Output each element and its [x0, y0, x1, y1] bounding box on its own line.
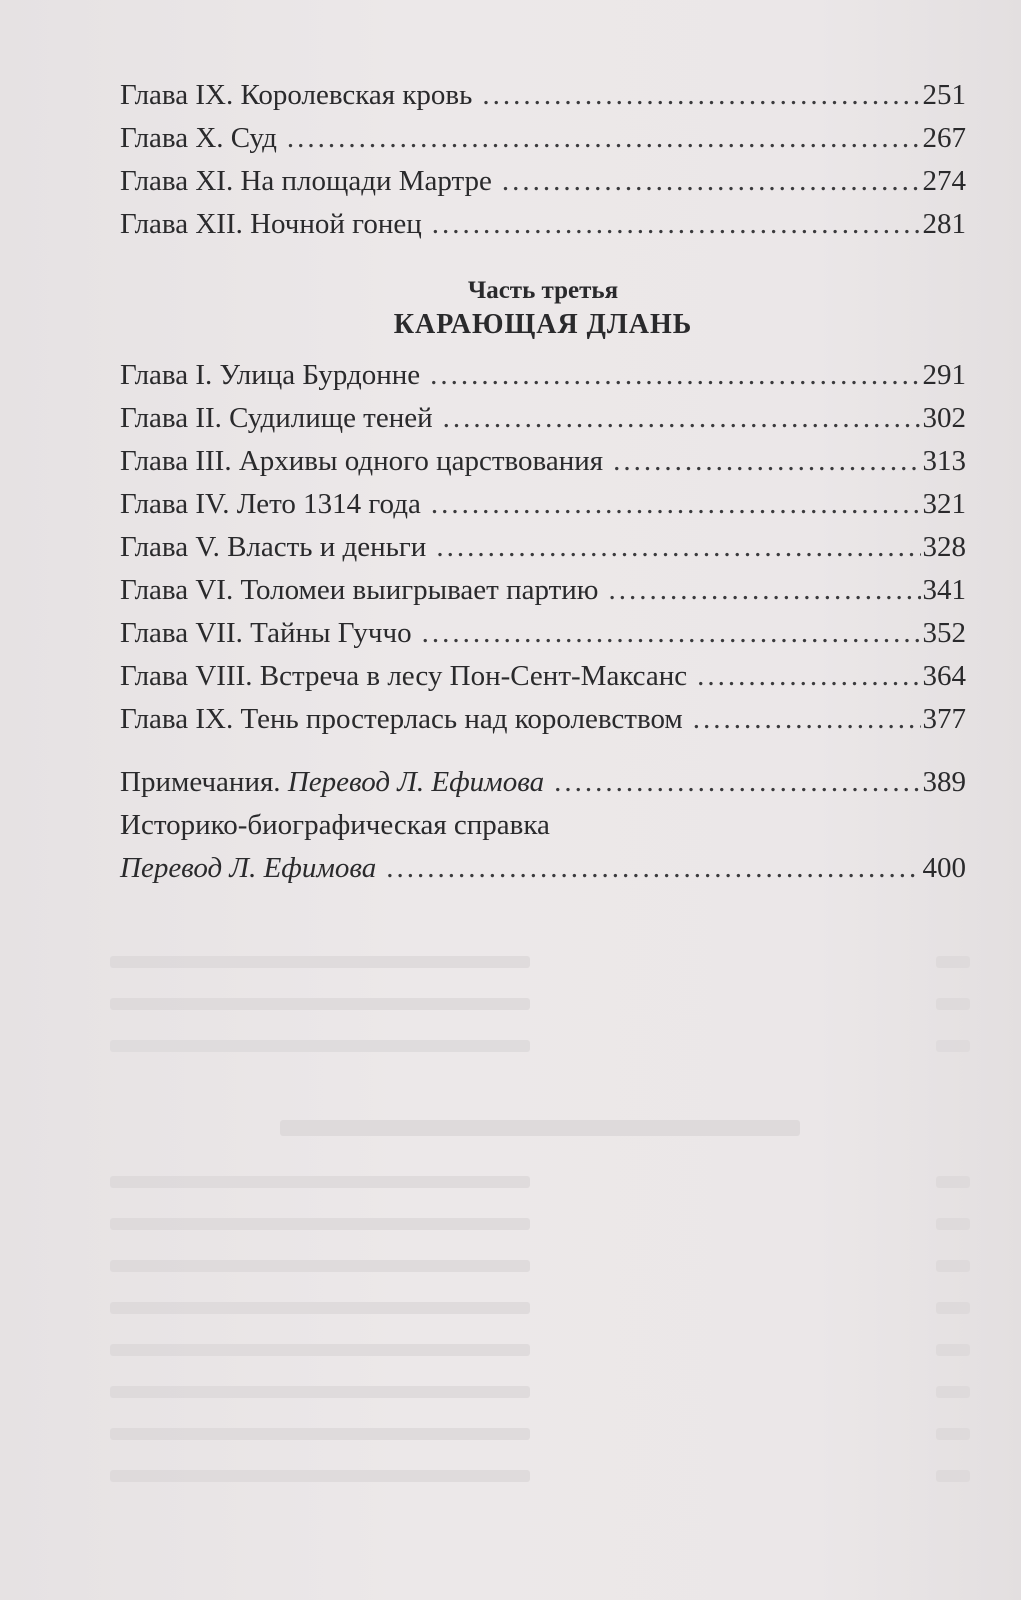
toc-entry-page: 352: [922, 617, 966, 649]
toc-entry: [120, 569, 966, 612]
dot-leader: [287, 117, 921, 160]
show-through-text-lower: [110, 1160, 970, 1496]
toc-entry-title: Глава IX. Тень простерлась над королевством: [120, 703, 683, 735]
toc-entry-title: Глава V. Власть и деньги: [120, 531, 427, 563]
show-through-heading: [280, 1120, 800, 1136]
dot-leader: [613, 440, 920, 483]
toc-entry-page: 281: [922, 208, 966, 240]
part2-chapter-list: [120, 74, 966, 246]
toc-entry-title: Глава VI. Толомеи выигрывает партию: [120, 574, 599, 606]
part3-chapter-list: [120, 354, 966, 741]
toc-entry-reference: [120, 847, 966, 890]
toc-entry: [120, 203, 966, 246]
dot-leader: [443, 397, 921, 440]
toc-entry-title: Глава IV. Лето 1314 года: [120, 488, 421, 520]
dot-leader: [608, 569, 920, 612]
toc-entry: [120, 698, 966, 741]
toc-entry: [120, 440, 966, 483]
toc-entry-page: 321: [922, 488, 966, 520]
toc-entry-page: 267: [922, 122, 966, 154]
table-of-contents: [120, 74, 966, 890]
dot-leader: [693, 698, 921, 741]
toc-entry-page: 389: [922, 766, 966, 798]
toc-entry: [120, 612, 966, 655]
toc-entry-page: 251: [922, 79, 966, 111]
toc-entry-page: 364: [922, 660, 966, 692]
toc-entry-title: Глава XI. На площади Мартре: [120, 165, 492, 197]
dot-leader: [422, 612, 921, 655]
dot-leader: [502, 160, 921, 203]
toc-entry-title: Глава IX. Королевская кровь: [120, 79, 473, 111]
toc-entry-title: Глава VII. Тайны Гуччо: [120, 617, 412, 649]
toc-entry: [120, 483, 966, 526]
show-through-text: [110, 940, 970, 1066]
toc-entry-title: Глава II. Судилище теней: [120, 402, 433, 434]
dot-leader: [482, 74, 920, 117]
toc-entry-page: 313: [922, 445, 966, 477]
dot-leader: [386, 847, 920, 890]
toc-entry-title: Глава I. Улица Бурдонне: [120, 359, 421, 391]
toc-entry-title: Глава VIII. Встреча в лесу Пон-Сент-Максанс: [120, 660, 688, 692]
toc-entry-page: 400: [922, 852, 966, 884]
dot-leader: [430, 354, 920, 397]
notes-translator: Перевод Л. Ефимова: [287, 766, 545, 798]
dot-leader: [431, 483, 921, 526]
dot-leader: [554, 761, 920, 804]
dot-leader: [697, 655, 920, 698]
dot-leader: [436, 526, 920, 569]
toc-entry: [120, 117, 966, 160]
toc-entry-page: 274: [922, 165, 966, 197]
toc-entry: [120, 526, 966, 569]
reference-translator: Перевод Л. Ефимова: [120, 852, 377, 884]
toc-entry-page: 291: [922, 359, 966, 391]
toc-entry-title: [120, 761, 544, 804]
toc-entry: [120, 397, 966, 440]
toc-entry-title: Глава III. Архивы одного царствования: [120, 445, 604, 477]
toc-entry-title: Глава X. Суд: [120, 122, 277, 154]
reference-title: Историко-биографическая справка: [120, 809, 550, 841]
toc-entry-title: Глава XII. Ночной гонец: [120, 208, 422, 240]
toc-entry: [120, 74, 966, 117]
toc-entry: [120, 354, 966, 397]
toc-entry-page: 328: [922, 531, 966, 563]
toc-entry-page: 341: [922, 574, 966, 606]
toc-entry: [120, 160, 966, 203]
part-label: Часть третья: [467, 277, 619, 304]
toc-entry-page: 302: [922, 402, 966, 434]
toc-entry-notes: [120, 761, 966, 804]
notes-title: Примечания.: [120, 766, 281, 798]
toc-entry: [120, 655, 966, 698]
toc-entry-page: 377: [922, 703, 966, 735]
section-spacer: [120, 741, 966, 761]
part-title: КАРАЮЩАЯ ДЛАНЬ: [393, 309, 693, 340]
dot-leader: [432, 203, 921, 246]
